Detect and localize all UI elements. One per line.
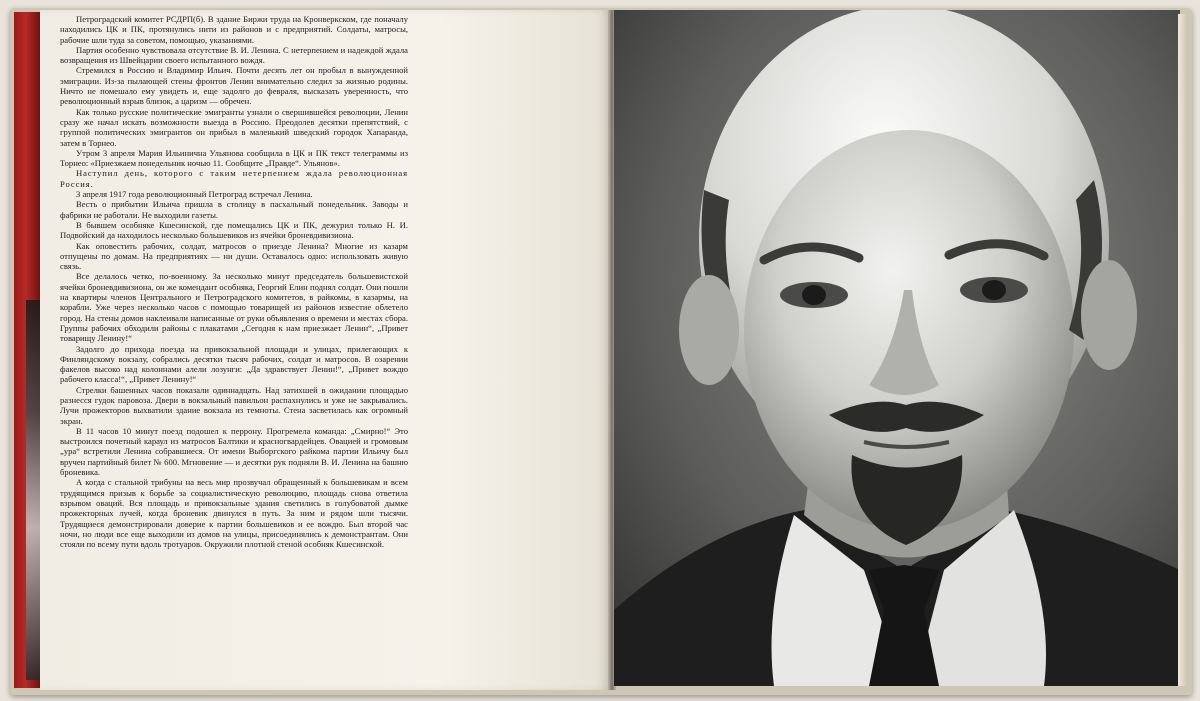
portrait-photo (614, 10, 1180, 686)
paragraph: Задолго до прихода поезда на привокзальной площади и улицах, прилегающих к Финляндскому вокзалу, собрались десятки тысяч рабочих, солдат и матросов. В озарении факелов высоко над колоннами алели лозунги: „Да здравствует Ленин!“, „Привет вождю рабочего класса!“, „Привет Ленину!“ (60, 343, 408, 385)
paragraph: Как только русские политические эмигранты узнали о свершившейся революции, Ленин сразу же начал искать возможности выезда в Россию. Преодолев десятки препятствий, с группой политических эмигрантов он прибыл в маленький шведский городок Хапаранда, затем в Торнео. (60, 106, 408, 148)
paragraph: Стремился в Россию и Владимир Ильич. Почти десять лет он пробыл в вынужденной эмиграции. Из-за пылающей стены фронтов Ленин внимательно следил за жизнью родины. Ничто не помешало ему увидеть и, еще задолго до февраля, высказать уверенность, что революционный взрыв близок, а царизм — обречен. (60, 65, 408, 107)
left-page (40, 10, 610, 690)
paragraph: Наступил день, которого с таким нетерпением ждала революционная Россия. (60, 168, 408, 189)
paragraph: Все делалось четко, по-военному. За несколько минут председатель большевистской ячейки броневдивизиона, он же комендант особняка, Георгий Елин поднял солдат. Они пошли на квартиры членов Центрального и Петроградского комитетов, в райкомы, в казармы, на корабли. Уже через несколько часов с помощью товарищей из районов известие облетело город. На стены домов наклеивали написанные от руки объявления о времени и местах сбора. Группы рабочих обходили районы с плакатами „Сегодня к нам приезжает Ленин“, „Привет товарищу Ленину!“ (60, 271, 408, 344)
paragraph: Утром 3 апреля Мария Ильинична Ульянова сообщила в ЦК и ПК текст телеграммы из Торнео: «Приезжаем понедельник ночью 11. Сообщите „Правде“. Ульянов». (60, 147, 408, 169)
paragraph: Весть о прибытии Ильича пришла в столицу в пасхальный понедельник. Заводы и фабрики не работали. Не выходили газеты. (60, 199, 408, 220)
paragraph: Партия особенно чувствовала отсутствие В. И. Ленина. С нетерпением и надеждой ждала возвращения из Швейцарии своего испытанного вождя. (60, 44, 408, 66)
right-page (614, 10, 1180, 686)
paragraph: А когда с стальной трибуны на весь мир прозвучал обращенный к большевикам и всем трудящимся призыв к борьбе за социалистическую революцию, площадь снова ответила взрывом оваций. Вся площадь и привокзальные здания светились в голубоватой дымке прожекторных лучей, когда броневик двинулся в путь. За ним и рядом шли тысячи. Трудящиеся демонстрировали доверие к партии большевиков и ее вождю. Был второй час ночи, но люди все еще выходили из домов на улицы, присоединялись к демонстрантам. Они стояли по всему пути вдоль тротуаров. Окружили плотной стеной особняк Кшесинской. (60, 477, 408, 550)
book-right-edge (1178, 14, 1188, 686)
paragraph: Как оповестить рабочих, солдат, матросов о приезде Ленина? Многие из казарм отпущены по домам. На предприятиях — ни души. Оставалось одно: использовать живую связь. (60, 240, 408, 272)
paragraph: Стрелки башенных часов показали одиннадцать. Над затихшей в ожидании площадью разнесся гудок паровоза. Двери в вокзальный павильон распахнулись и уже не закрывались. Лучи прожекторов выхватили здание вокзала из темноты. Стена засветилась как огромный экран. (60, 384, 408, 426)
paragraph: В 11 часов 10 минут поезд подошел к перрону. Прогремела команда: „Смирно!“ Это выстроился почетный караул из матросов Балтики и красногвардейцев. Овацией и громовым „ура“ встретили Ленина собравшиеся. От имени Выборгского райкома партии Ильичу был вручен партийный билет № 600. Мгновение — и десятки рук подняли В. И. Ленина на башню броневика. (60, 425, 408, 478)
paragraph: 3 апреля 1917 года революционный Петроград встречал Ленина. (76, 189, 313, 200)
paragraph: В бывшем особняке Кшесинской, где помещались ЦК и ПК, дежурил только Н. И. Подвойский да находилось несколько большевиков из ячейки броневдивизиона. (60, 219, 408, 241)
text-column (60, 14, 408, 549)
paragraph: Петроградский комитет РСДРП(б). В здание Биржи труда на Кронверкском, где поначалу находились ЦК и ПК, протянулись нити из районов и с предприятий. Солдаты, матросы, рабочие шли туда за советом, помощью, указаниями. (60, 14, 408, 45)
